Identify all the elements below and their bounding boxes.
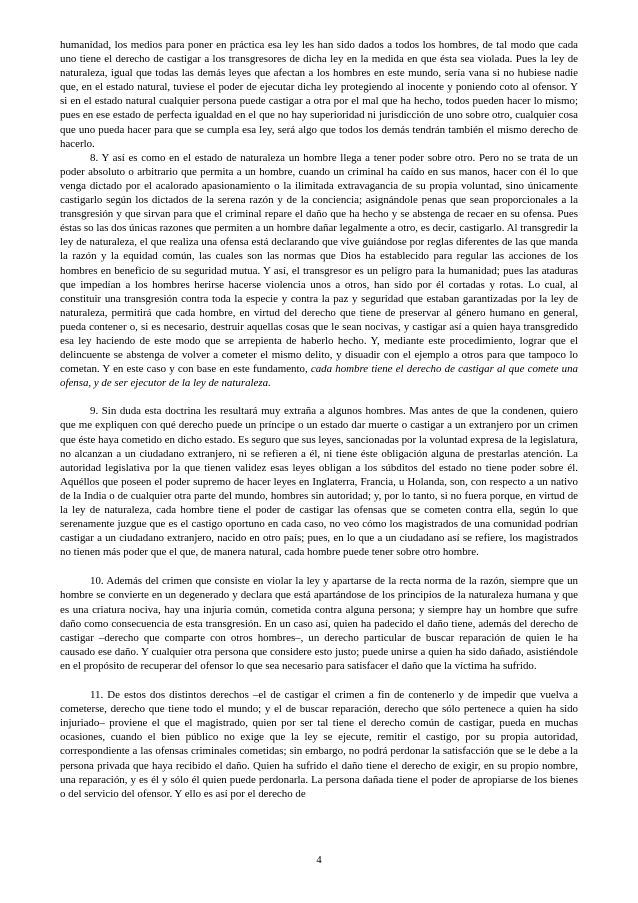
paragraph-9: 9. Sin duda esta doctrina les resultará muy extraña a algunos hombres. Mas antes de que la condenen, quiero que me expliquen con qué derecho puede un príncipe o un estado dar muerte o castigar a un extranjero por un crimen que éste haya cometido en dicho estado. Es seguro que sus leyes, sancionadas por la voluntad expresa de la legislatura, no alcanzan a un ciudadano extranjero, ni se refieren a él, ni tiene éste obligación alguna de prestarlas atención. La autoridad legislativa por la que tienen validez esas leyes obligan a los súbditos del estado no tiene poder sobre él. Aquéllos que poseen el poder supremo de hacer leyes en Inglaterra, Francia, u Holanda, son, con respecto a un nativo de la India o de cualquier otra parte del mundo, hombres sin autoridad; y, por lo tanto, si no fuera porque, en virtud de la ley de naturaleza, cada hombre tiene el poder de castigar las ofensas que se cometen contra ella, según lo que serenamente juzgue que es el castigo oportuno en cada caso, no veo cómo los magistrados de una comunidad podrían castigar a un ciudadano extranjero, nacido en otro país; pues, en lo que a un ciudadano así se refiere, los magistrados no tienen más poder que el que, de manera natural, cada hombre puede tener sobre otro hombre. (60, 405, 578, 559)
paragraph-8 (60, 151, 578, 391)
paragraph-8-emphasis: cada hombre tiene el derecho de castigar al que comete una ofensa, y de ser ejecutor de la ley de naturaleza. (60, 363, 578, 390)
body-text (60, 38, 578, 801)
page-number: 4 (316, 855, 322, 866)
paragraph-11: 11. De estos dos distintos derechos –el de castigar el crimen a fin de contenerlo y de impedir que vuelva a cometerse, derecho que tiene todo el mundo; y el de buscar reparación, derecho que sólo pertenece a quien ha sido injuriado– proviene el que el magistrado, quien por ser tal tiene el derecho común de castigar, pueda en muchas ocasiones, cuando el bien público no exige que la ley se ejecute, remitir el castigo, por su propia autoridad, correspondiente a las ofensas criminales cometidas; sin embargo, no podrá perdonar la satisfacción que se le debe a la persona privada que haya recibido el daño. Quien ha sufrido el daño tiene el derecho de exigir, en su propio nombre, una reparación, y es él y sólo él quien puede perdonarla. La persona dañada tiene el poder de apropiarse de los bienes o del servicio del ofensor. Y ello es así por el derecho de (60, 689, 578, 800)
paragraph-8-text: 8. Y así es como en el estado de naturaleza un hombre llega a tener poder sobre otro. Pero no se trata de un poder absoluto o arbitrario que permita a un hombre, cuando un criminal ha caído en sus manos, hacer con él lo que venga dictado por el acalorado apasionamiento o la ilimitada extravagancia de su propia voluntad, sino únicamente castigarlo según los dictados de la serena razón y de la conciencia; asignándole penas que sean proporcionales a la transgresión y que sirvan para que el criminal repare el daño que ha hecho y se abstenga de recaer en su ofensa. Pues éstas so las dos únicas razones que permiten a un hombre dañar legalmente a otro, es decir, castigarlo. Al transgredir la ley de naturaleza, el que realiza una ofensa está declarando que vive guiándose por reglas diferentes de las que manda la razón y la equidad común, las cuales son las normas que Dios ha establecido para regular las acciones de los hombres en beneficio de su seguridad mutua. Y así, el transgresor es un peligro para la humanidad; pues las ataduras que impedían a los hombres herirse hacerse violencia unos a otros, han sido por él cortadas y rotas. Lo cual, al constituir una transgresión contra toda la especie y contra la paz y seguridad que estaban garantizadas por la ley de naturaleza, permitirá que cada hombre, en virtud del derecho que tiene de preservar al género humano en general, pueda contener o, si es necesario, destruir aquellas cosas que le sean nocivas, y castigar así a quien haya transgredido esa ley haciendo de este modo que se arrepienta de haberlo hecho. Y, mediante este procedimiento, lograr que el delincuente se abstenga de volver a cometer el mismo delito, y disuadir con el ejemplo a otros para que tampoco lo cometan. Y en este caso y con base en este fundamento, (60, 151, 578, 376)
paragraph-10: 10. Además del crimen que consiste en violar la ley y apartarse de la recta norma de la razón, siempre que un hombre se convierte en un degenerado y declara que está apartándose de los principios de la naturaleza humana y que es una criatura nociva, hay una injuria común, cometida contra alguna persona; y siempre hay un hombre que sufre daño como consecuencia de esta transgresión. En un caso así, quien ha padecido el daño tiene, además del derecho de castigar –derecho que comparte con otros hombres–, un derecho particular de buscar reparación de quien le ha causado ese daño. Y cualquier otra persona que considere esto justo; puede unirse a quien ha sido dañado, asistiéndole en el propósito de recuperar del ofensor lo que sea necesario para satisfacer el daño que la víctima ha sufrido. (60, 575, 578, 672)
paragraph-continuation: humanidad, los medios para poner en práctica esa ley les han sido dados a todos los hombres, de tal modo que cada uno tiene el derecho de castigar a los transgresores de dicha ley en la medida en que ésta sea violada. Pues la ley de naturaleza, igual que todas las demás leyes que afectan a los hombres en este mundo, sería vana si no hubiese nadie que, en el estado natural, tuviese el poder de ejecutar dicha ley protegiendo al inocente y poniendo coto al ofensor. Y si en el estado natural cualquier persona puede castigar a otra por el mal que ha hecho, todos pueden hacer lo mismo; pues en ese estado de perfecta igualdad en el que no hay superioridad ni jurisdicción de uno sobre otro, cualquier cosa que uno pueda hacer para que se cumpla esa ley, será algo que todos los demás tendrán también el mismo derecho de hacerlo. (60, 39, 578, 150)
